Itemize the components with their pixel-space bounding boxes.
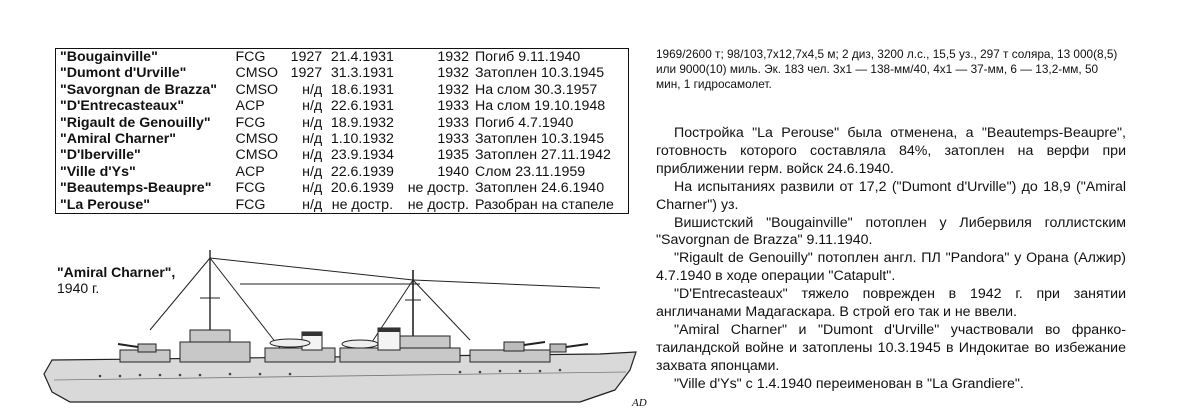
caption-ship-name: "Amiral Charner", (57, 264, 176, 280)
ship-laid: н/д (302, 81, 323, 98)
ship-laid: 1927 (290, 49, 323, 65)
ship-commissioned: 1932 (437, 49, 469, 65)
ship-fate: Погиб 9.11.1940 (474, 49, 581, 65)
ship-commissioned: не достр. (407, 196, 469, 213)
ship-laid: н/д (302, 196, 323, 213)
ship-commissioned: 1933 (437, 131, 469, 148)
ship-fate: Погиб 4.7.1940 (474, 114, 574, 131)
ship-type: FCG (235, 49, 266, 65)
note-paragraph: На испытаниях развили от 17,2 ("Dumont d'Urville") до 18,9 ("Amiral Charner") уз. (656, 178, 1126, 213)
ship-launched: 20.6.1939 (330, 180, 394, 197)
note-paragraph: Вишистский "Bougainville" потоплен у Либервиля голлистским "Savorgnan de Brazza" 9.11.1940. (656, 214, 1126, 249)
ship-laid: н/д (302, 147, 323, 164)
table-row (56, 98, 629, 114)
note-paragraph: "D'Entrecasteaux" тяжело поврежден в 1942 г. при занятии англичанами Мадагаскара. В строй его так и не ввели. (656, 286, 1126, 321)
table-row (56, 197, 629, 214)
table-row (56, 147, 629, 163)
ship-launched: 1.10.1932 (330, 131, 394, 148)
ship-commissioned: 1935 (437, 147, 469, 164)
table-row (56, 65, 629, 81)
ship-type: FCG (235, 196, 266, 213)
ship-fate: Затоплен 10.3.1945 (474, 65, 605, 82)
ship-name: "La Perouse" (60, 196, 150, 213)
ship-type: CMSO (235, 147, 279, 164)
ship-fate: На слом 19.10.1948 (474, 98, 606, 115)
table-row (56, 115, 629, 131)
ship-laid: н/д (302, 114, 323, 131)
ship-laid: н/д (302, 98, 323, 115)
ship-laid: н/д (302, 131, 323, 148)
ship-type: CMSO (235, 81, 279, 98)
drawing-caption (57, 264, 175, 296)
ship-name: "Savorgnan de Brazza" (60, 81, 217, 98)
ship-fate: Затоплен 10.3.1945 (474, 131, 605, 148)
ship-launched: 22.6.1931 (330, 98, 394, 115)
table-row (56, 82, 629, 98)
ship-launched: 31.3.1931 (330, 65, 394, 82)
ship-name: "Amiral Charner" (60, 131, 176, 148)
ship-launched: 18.9.1932 (330, 114, 394, 131)
ship-fate: На слом 30.3.1957 (474, 81, 598, 98)
ship-name: "Bougainville" (60, 49, 158, 65)
ship-commissioned: не достр. (407, 180, 469, 197)
ship-fate: Затоплен 27.11.1942 (474, 147, 611, 164)
ship-type: CMSO (235, 131, 279, 148)
ship-launched: не достр. (331, 196, 394, 213)
ship-launched: 22.6.1939 (330, 163, 394, 180)
table-row (56, 164, 629, 180)
note-paragraph: "Rigault de Genouilly" потоплен англ. ПЛ "Pandora" у Орана (Алжир) 4.7.1940 в ходе операции "Catapult". (656, 250, 1126, 285)
note-paragraph: "Ville d'Ys" с 1.4.1940 переименован в "La Grandiere". (674, 375, 1024, 392)
ship-type: CMSO (235, 65, 279, 82)
ship-type: FCG (235, 114, 266, 131)
ship-fate: Слом 23.11.1959 (474, 163, 586, 180)
ship-name: "D'Iberville" (60, 147, 141, 164)
ship-type: ACP (235, 98, 265, 115)
history-notes (656, 125, 1126, 394)
ship-fate: Затоплен 24.6.1940 (474, 180, 605, 197)
specifications-text: 1969/2600 т; 98/103,7х12,7х4,5 м; 2 диз, 3200 л.с., 15,5 уз., 297 т соляра, 13 000(8,5) или 9000(10) миль. Эк. 183 чел. 3х1 — 138-мм/40, 4х1 — 37-мм, 6 — 13,2-мм, 50 мин, 1 гидросамолет. (656, 47, 1118, 91)
ship-launched: 23.9.1934 (330, 147, 394, 164)
ship-name: "Beautemps-Beaupre" (60, 180, 212, 197)
ship-commissioned: 1932 (437, 81, 469, 98)
ship-commissioned: 1940 (437, 163, 469, 180)
ship-launched: 18.6.1931 (330, 81, 394, 98)
caption-year: 1940 г. (57, 280, 100, 296)
ship-name: "Dumont d'Urville" (60, 65, 187, 82)
note-paragraph: Постройка "La Perouse" была отменена, а "Beautemps-Beaupre", готовность которого составляла 84%, затоплен на верфи при приближении герм. войск 24.6.1940. (656, 125, 1126, 177)
ship-launched: 21.4.1931 (330, 49, 394, 65)
ship-name: "Rigault de Genouilly" (60, 114, 211, 131)
ship-laid: 1927 (290, 65, 323, 82)
artist-signature: AD (632, 397, 647, 409)
ship-commissioned: 1933 (437, 98, 469, 115)
ships-table (55, 48, 629, 214)
table-row (56, 49, 629, 66)
ship-commissioned: 1933 (437, 114, 469, 131)
note-paragraph: "Amiral Charner" и "Dumont d'Urville" участвовали во франко-таиландской войне и затоплены 10.3.1945 в Индокитае во избежание захвата японцами. (656, 321, 1126, 374)
ship-name: "Ville d'Ys" (60, 163, 136, 180)
ship-type: FCG (235, 180, 266, 197)
ship-fate: Разобран на стапеле (474, 196, 614, 213)
table-row (56, 131, 629, 147)
ship-type: ACP (235, 163, 265, 180)
table-row (56, 180, 629, 196)
ship-laid: н/д (302, 163, 323, 180)
ship-laid: н/д (302, 180, 323, 197)
ship-name: "D'Entrecasteaux" (60, 98, 185, 115)
ship-commissioned: 1932 (437, 65, 469, 82)
